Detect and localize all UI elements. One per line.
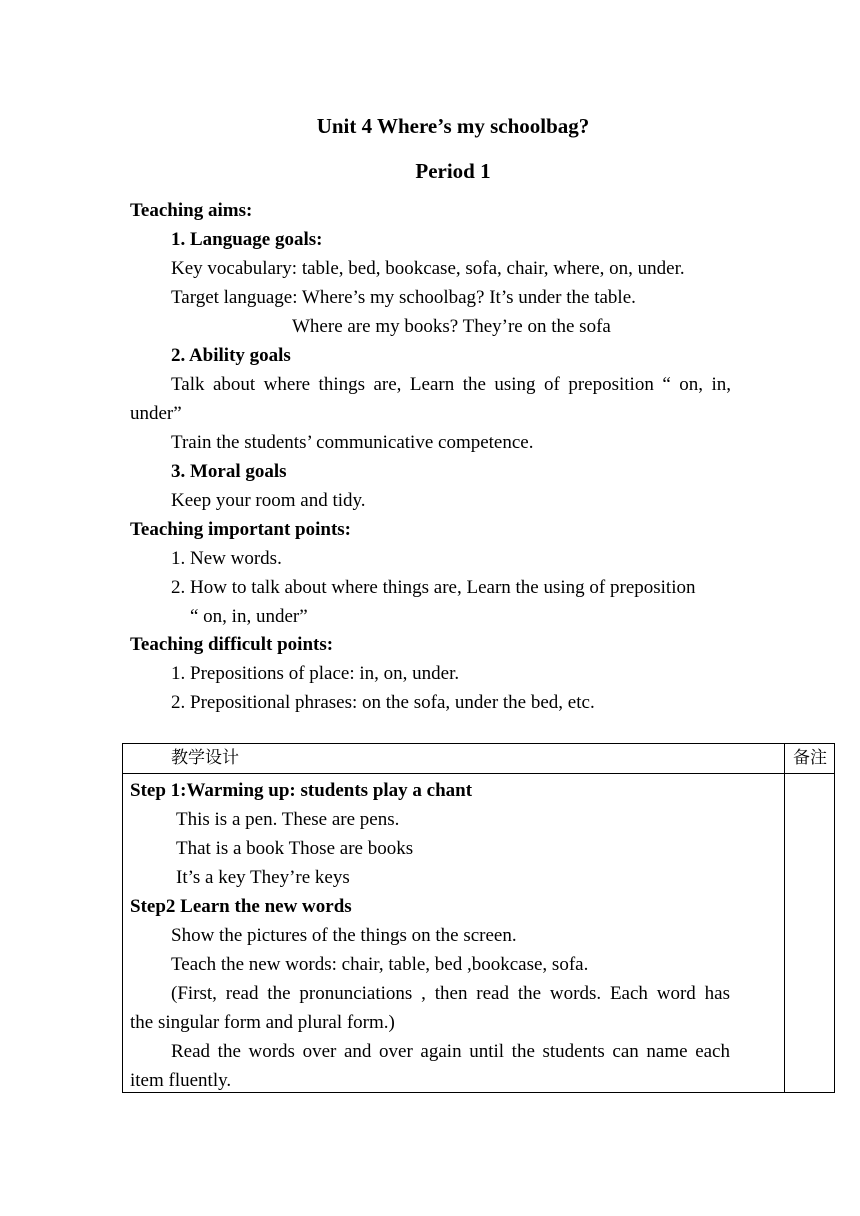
step1-heading: Step 1:Warming up: students play a chant xyxy=(130,780,473,801)
moral-goals-heading: 3. Moral goals xyxy=(171,461,287,482)
target-language-1: Target language: Where’s my schoolbag? It’s under the table. xyxy=(171,287,636,308)
key-vocabulary: Key vocabulary: table, bed, bookcase, sofa, chair, where, on, under. xyxy=(171,258,685,279)
important-point-2b: “ on, in, under” xyxy=(190,606,308,627)
aims-heading: Teaching aims: xyxy=(130,200,253,221)
step2-line-4b: item fluently. xyxy=(130,1070,232,1091)
important-point-1: 1. New words. xyxy=(171,548,282,569)
language-goals-heading: 1. Language goals: xyxy=(171,229,323,250)
moral-goal-1: Keep your room and tidy. xyxy=(171,490,366,511)
step2-line-4a: Read the words over and over again until the students can name each xyxy=(171,1041,730,1062)
chant-line-1: This is a pen. These are pens. xyxy=(176,809,400,830)
step2-heading: Step2 Learn the new words xyxy=(130,896,352,917)
ability-goal-1b: under” xyxy=(130,403,182,424)
ability-goal-2: Train the students’ communicative competence. xyxy=(171,432,534,453)
difficult-point-1: 1. Prepositions of place: in, on, under. xyxy=(171,663,460,684)
step2-line-3a: (First, read the pronunciations , then read the words. Each word has xyxy=(171,983,730,1004)
difficult-point-2: 2. Prepositional phrases: on the sofa, under the bed, etc. xyxy=(171,692,595,713)
difficult-points-heading: Teaching difficult points: xyxy=(130,634,334,655)
step2-line-2: Teach the new words: chair, table, bed ,bookcase, sofa. xyxy=(171,954,589,975)
header-teaching-design: 教学设计 xyxy=(123,744,785,774)
target-language-2: Where are my books? They’re on the sofa xyxy=(292,316,611,337)
lesson-plan-table xyxy=(122,743,835,1093)
teaching-design-cell xyxy=(123,774,785,1093)
chant-line-3: It’s a key They’re keys xyxy=(176,867,350,888)
important-point-2a: 2. How to talk about where things are, Learn the using of preposition xyxy=(171,577,696,598)
table-body-row xyxy=(123,774,835,1093)
header-notes: 备注 xyxy=(785,744,835,774)
chant-line-2: That is a book Those are books xyxy=(176,838,414,859)
step2-line-1: Show the pictures of the things on the screen. xyxy=(171,925,517,946)
important-points-heading: Teaching important points: xyxy=(130,519,351,540)
step2-line-3b: the singular form and plural form.) xyxy=(130,1012,395,1033)
notes-cell xyxy=(785,774,835,1093)
ability-goal-1a: Talk about where things are, Learn the using of preposition “ on, in, xyxy=(171,374,731,395)
page-title: Unit 4 Where’s my schoolbag? xyxy=(316,114,590,138)
period-title: Period 1 xyxy=(415,159,491,183)
ability-goals-heading: 2. Ability goals xyxy=(171,345,291,366)
table-header-row xyxy=(123,744,835,774)
